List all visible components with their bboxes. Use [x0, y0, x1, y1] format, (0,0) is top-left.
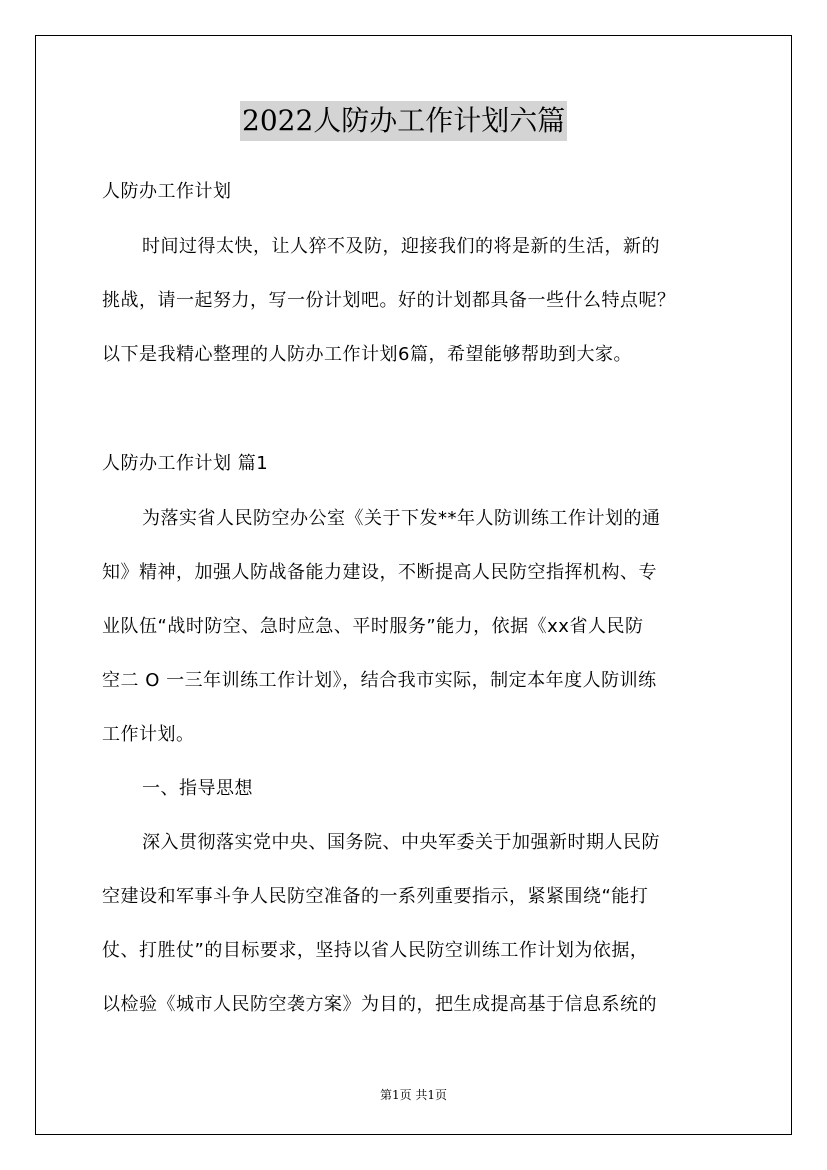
paragraph-line: 深入贯彻落实党中央、国务院、中央军委关于加强新时期人民防	[142, 832, 660, 853]
paragraph-line: 业队伍“战时防空、急时应急、平时服务”能力，依据《xx省人民防	[102, 616, 644, 637]
paragraph-line: 挑战，请一起努力，写一份计划吧。好的计划都具备一些什么特点呢？	[102, 290, 676, 311]
page-number-footer: 第1页 共1页	[379, 1088, 448, 1102]
document-title: 2022人防办工作计划六篇	[240, 101, 567, 141]
paragraph-line: 知》精神，加强人防战备能力建设，不断提高人民防空指挥机构、专	[102, 562, 657, 583]
paragraph-line: 工作计划。	[102, 724, 195, 745]
paragraph-line: 以检验《城市人民防空袭方案》为目的，把生成提高基于信息系统的	[102, 994, 657, 1015]
section-heading: 人防办工作计划	[102, 181, 232, 202]
subheading: 一、指导思想	[142, 778, 253, 799]
paragraph-line: 空建设和军事斗争人民防空准备的一系列重要指示，紧紧围绕“能打	[102, 886, 649, 907]
paragraph-line: 以下是我精心整理的人防办工作计划6篇，希望能够帮助到大家。	[102, 344, 632, 365]
paragraph-line: 为落实省人民防空办公室《关于下发**年人防训练工作计划的通	[142, 508, 661, 529]
paragraph-line: 空二 O 一三年训练工作计划》，结合我市实际，制定本年度人防训练	[102, 670, 657, 691]
section-heading: 人防办工作计划 篇1	[102, 453, 269, 474]
paragraph-line: 时间过得太快，让人猝不及防，迎接我们的将是新的生活，新的	[142, 236, 660, 257]
paragraph-line: 仗、打胜仗”的目标要求，坚持以省人民防空训练工作计划为依据，	[102, 940, 649, 961]
